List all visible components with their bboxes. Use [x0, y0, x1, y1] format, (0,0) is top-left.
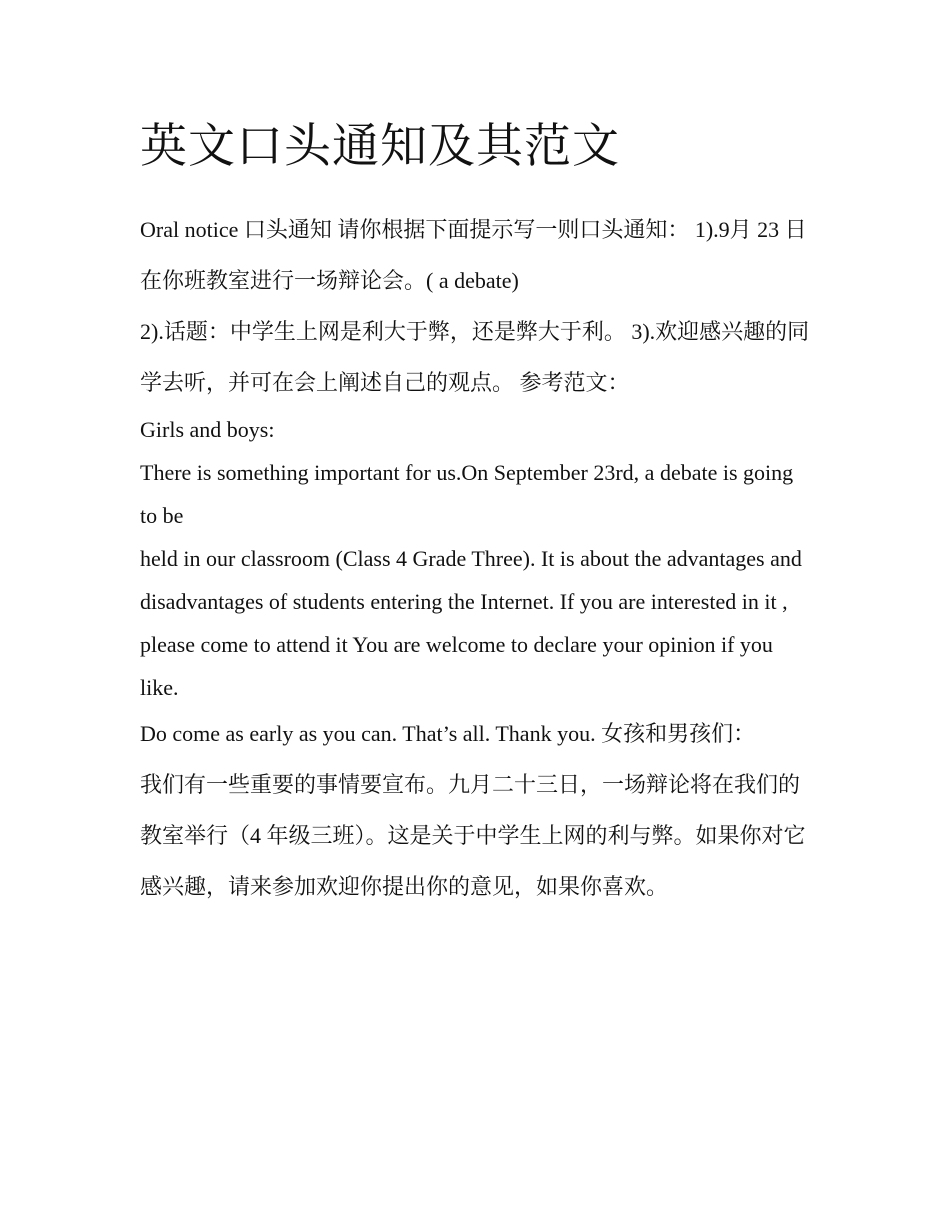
- document-page: [140, 112, 812, 912]
- sample-closing-paragraph: Do come as early as you can. That’s all. Thank you. 女孩和男孩们：: [140, 721, 756, 746]
- sample-paragraph-1: There is something important for us.On September 23rd, a debate is going to be: [140, 460, 794, 528]
- sample-paragraph-3: disadvantages of students entering the Internet. If you are interested in it ,: [140, 589, 788, 614]
- prompt-paragraph-1: Oral notice 口头通知 请你根据下面提示写一则口头通知： 1).9月 23 日在你班教室进行一场辩论会。( a debate): [140, 217, 807, 293]
- prompt-paragraph-2: 2).话题：中学生上网是利大于弊，还是弊大于利。 3).欢迎感兴趣的同学去听，并可在会上阐述自己的观点。 参考范文：: [140, 319, 810, 395]
- document-title: 英文口头通知及其范文: [140, 119, 620, 174]
- sample-paragraph-4: please come to attend it You are welcome to declare your opinion if you like.: [140, 632, 773, 700]
- translation-paragraph: 我们有一些重要的事情要宣布。九月二十三日，一场辩论将在我们的教室举行（4 年级三班）。这是关于中学生上网的利与弊。如果你对它感兴趣，请来参加欢迎你提出你的意见，如果你喜欢。: [140, 772, 806, 899]
- greeting-line: Girls and boys:: [140, 417, 275, 442]
- sample-paragraph-2: held in our classroom (Class 4 Grade Three). It is about the advantages and: [140, 546, 802, 571]
